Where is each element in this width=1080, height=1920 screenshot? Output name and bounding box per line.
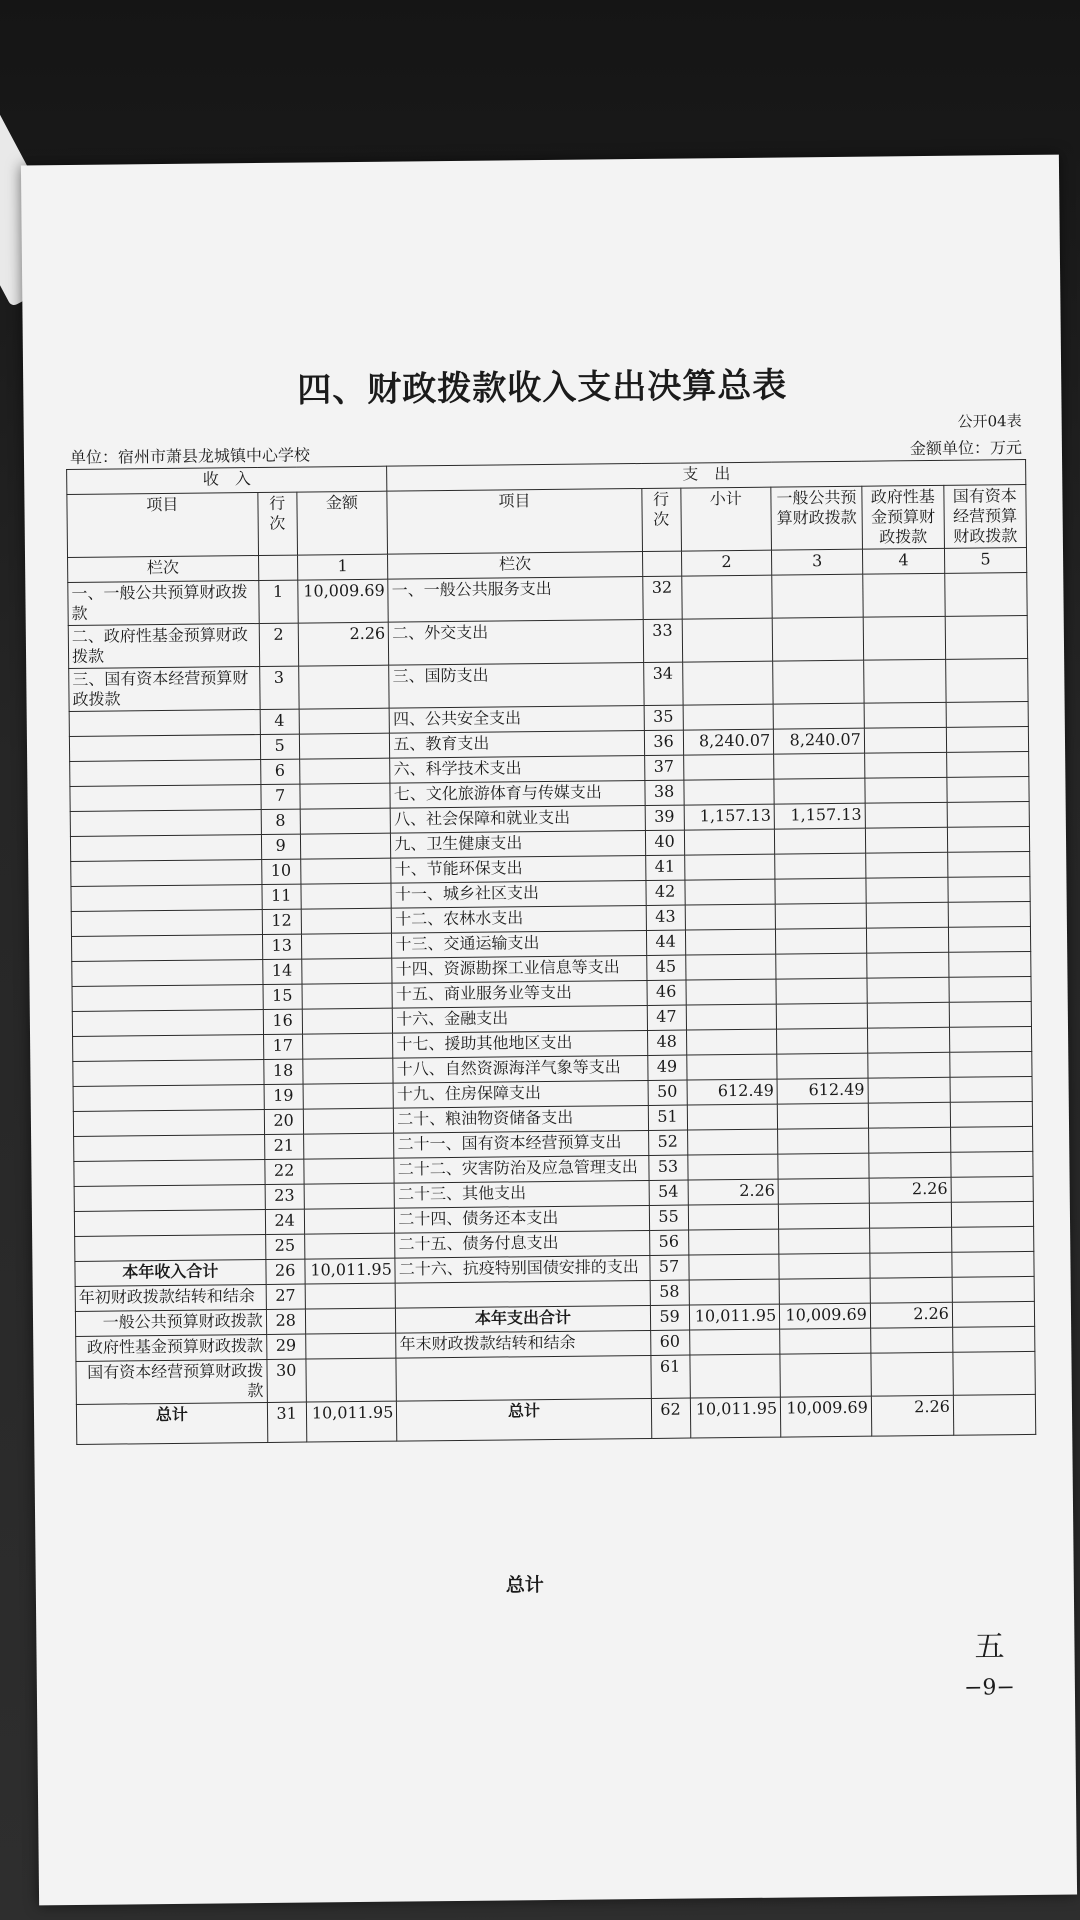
cell-exp-item: 一、一般公共服务支出 bbox=[388, 576, 643, 622]
cell-exp-item: 十八、自然资源海洋气象等支出 bbox=[393, 1055, 648, 1083]
cell-cap bbox=[947, 826, 1029, 852]
cell-inc-item bbox=[75, 1234, 266, 1261]
year-income-row: 26 bbox=[266, 1259, 305, 1284]
cell-gen bbox=[773, 703, 864, 729]
cell-exp-row: 48 bbox=[647, 1030, 686, 1055]
cell-gen: 8,240.07 bbox=[774, 728, 865, 754]
cell-gen: 612.49 bbox=[777, 1078, 868, 1104]
covid-item: 二十六、抗疫特别国债安排的支出 bbox=[395, 1255, 650, 1283]
cell-cap bbox=[951, 1176, 1033, 1202]
cell-cap bbox=[950, 1051, 1032, 1077]
cell-sub bbox=[681, 575, 772, 619]
cell-inc-amt bbox=[299, 733, 390, 759]
page-number: −9− bbox=[963, 1675, 1016, 1701]
cell-fund bbox=[867, 1002, 949, 1028]
cell-gen bbox=[778, 1153, 869, 1179]
col-num-2: 2 bbox=[681, 550, 772, 576]
cell-cap bbox=[946, 726, 1028, 752]
cell-inc-amt bbox=[301, 908, 392, 934]
year-exp-fund: 2.26 bbox=[870, 1302, 952, 1328]
cell-gen bbox=[776, 928, 867, 954]
cell-exp-row: 32 bbox=[642, 576, 681, 619]
cell-exp-item: 二十一、国有资本经营预算支出 bbox=[394, 1130, 649, 1158]
blank-exp-row: 58 bbox=[650, 1280, 689, 1305]
cell-inc-row: 13 bbox=[262, 934, 301, 959]
cell-exp-row: 56 bbox=[649, 1230, 688, 1255]
total-amount: 10,011.95 bbox=[306, 1401, 397, 1442]
begin-row: 27 bbox=[266, 1284, 305, 1309]
cell-fund bbox=[864, 727, 946, 753]
cell-inc-item bbox=[74, 1209, 265, 1236]
cell-inc-item bbox=[71, 909, 262, 936]
cell-sub: 2.26 bbox=[688, 1179, 779, 1205]
cell-sub bbox=[683, 779, 774, 805]
cell-inc-amt bbox=[303, 1158, 394, 1184]
cell-exp-row: 51 bbox=[648, 1105, 687, 1130]
cell-inc-row: 8 bbox=[261, 809, 300, 834]
cell-exp-item: 三、国防支出 bbox=[389, 662, 644, 708]
year-income-amount: 10,011.95 bbox=[305, 1258, 396, 1284]
cell-exp-item: 十二、农林水支出 bbox=[392, 905, 647, 933]
cell-inc-item bbox=[74, 1134, 265, 1161]
cell-exp-item: 二十三、其他支出 bbox=[394, 1180, 649, 1208]
footer-total: 总计 bbox=[505, 1574, 544, 1597]
cell-exp-row: 53 bbox=[648, 1155, 687, 1180]
cell-inc-row: 14 bbox=[262, 959, 301, 984]
cell-inc-row: 24 bbox=[265, 1209, 304, 1234]
cell-cap bbox=[947, 801, 1029, 827]
cell-inc-item bbox=[71, 860, 262, 887]
cell-exp-item: 十九、住房保障支出 bbox=[393, 1080, 648, 1108]
amount-unit-label: 金额单位：万元 bbox=[909, 438, 1023, 459]
cell-exp-item: 十一、城乡社区支出 bbox=[391, 880, 646, 908]
cell-gen bbox=[777, 1053, 868, 1079]
cell-fund bbox=[868, 1077, 950, 1103]
cell-inc-item: 三、国有资本经营预算财政拨款 bbox=[69, 667, 260, 712]
cell-cap bbox=[951, 1151, 1033, 1177]
cell-inc-amt bbox=[303, 1108, 394, 1134]
table-body bbox=[67, 459, 1034, 1261]
header-exp-item: 项目 bbox=[387, 489, 642, 555]
cell-cap bbox=[946, 658, 1029, 702]
cell-inc-row: 1 bbox=[258, 580, 297, 623]
cell-fund bbox=[869, 1202, 951, 1228]
cell-sub bbox=[682, 618, 773, 662]
cell-exp-item: 十六、金融支出 bbox=[393, 1005, 648, 1033]
cell-inc-row: 19 bbox=[264, 1084, 303, 1109]
cell-inc-row: 2 bbox=[259, 623, 298, 666]
cell-inc-row: 23 bbox=[265, 1184, 304, 1209]
cell-fund bbox=[866, 902, 948, 928]
cell-gen bbox=[774, 778, 865, 804]
cell-exp-item: 四、公共安全支出 bbox=[389, 705, 644, 733]
cell-inc-amt: 10,009.69 bbox=[297, 579, 388, 623]
exp-total-fund: 2.26 bbox=[871, 1395, 953, 1436]
header-income-row: 行次 bbox=[258, 492, 298, 555]
cell-exp-row: 42 bbox=[646, 880, 685, 905]
cell-cap bbox=[949, 1026, 1031, 1052]
cell-sub bbox=[684, 829, 775, 855]
cell-sub bbox=[686, 1029, 777, 1055]
cell-gen bbox=[779, 1203, 870, 1229]
cell-sub: 8,240.07 bbox=[683, 729, 774, 755]
general-label: 一般公共预算财政拨款 bbox=[75, 1309, 266, 1336]
cell-cap bbox=[947, 751, 1029, 777]
cell-exp-row: 49 bbox=[647, 1055, 686, 1080]
cell-sub bbox=[686, 1054, 777, 1080]
year-income-label: 本年收入合计 bbox=[75, 1259, 266, 1286]
cell-exp-item: 二十五、债务付息支出 bbox=[395, 1230, 650, 1258]
cell-inc-row: 7 bbox=[261, 784, 300, 809]
cell-inc-item bbox=[72, 959, 263, 986]
cell-fund bbox=[866, 927, 948, 953]
cell-inc-amt bbox=[301, 883, 392, 909]
cell-exp-item: 二十、粮油物资储备支出 bbox=[394, 1105, 649, 1133]
cell-inc-row: 15 bbox=[263, 984, 302, 1009]
cell-exp-row: 45 bbox=[646, 955, 685, 980]
cell-exp-item: 十、节能环保支出 bbox=[391, 855, 646, 883]
end-label: 年末财政拨款结转和结余 bbox=[396, 1330, 651, 1358]
cell-gen bbox=[775, 853, 866, 879]
cell-inc-row: 5 bbox=[260, 734, 299, 759]
cell-inc-item: 二、政府性基金预算财政拨款 bbox=[68, 624, 259, 669]
cell-inc-amt bbox=[304, 1208, 395, 1234]
header-general: 一般公共预算财政拨款 bbox=[771, 486, 862, 550]
cell-inc-item bbox=[71, 934, 262, 961]
col-blank bbox=[258, 555, 297, 580]
cell-inc-row: 9 bbox=[261, 834, 300, 859]
cell-inc-amt bbox=[302, 983, 393, 1009]
cell-fund bbox=[865, 802, 947, 828]
cell-cap bbox=[949, 976, 1031, 1002]
cell-exp-row: 36 bbox=[644, 730, 683, 755]
cell-inc-row: 6 bbox=[260, 759, 299, 784]
cell-fund bbox=[866, 877, 948, 903]
cell-fund bbox=[865, 752, 947, 778]
cell-exp-row: 55 bbox=[649, 1205, 688, 1230]
cell-inc-amt bbox=[302, 1008, 393, 1034]
cell-inc-amt bbox=[299, 708, 390, 734]
cell-gen bbox=[775, 828, 866, 854]
total-row: 31 bbox=[267, 1402, 306, 1442]
cell-inc-row: 16 bbox=[263, 1009, 302, 1034]
cell-exp-item: 五、教育支出 bbox=[390, 730, 645, 758]
cell-fund bbox=[863, 573, 945, 617]
col-blank bbox=[642, 551, 681, 576]
capital-exp-row: 61 bbox=[651, 1355, 690, 1398]
cell-sub bbox=[687, 1104, 778, 1130]
cell-sub bbox=[682, 661, 773, 705]
cell-exp-row: 43 bbox=[646, 905, 685, 930]
cell-inc-amt bbox=[304, 1233, 395, 1259]
cell-exp-item: 二、外交支出 bbox=[389, 619, 644, 665]
cell-exp-row: 40 bbox=[645, 830, 684, 855]
cell-gen: 1,157.13 bbox=[774, 803, 865, 829]
year-exp-row: 59 bbox=[650, 1305, 689, 1330]
header-fund: 政府性基金预算财政拨款 bbox=[862, 485, 945, 549]
cell-sub: 612.49 bbox=[687, 1079, 778, 1105]
cell-cap bbox=[948, 926, 1030, 952]
end-row: 60 bbox=[650, 1330, 689, 1355]
cell-cap bbox=[945, 615, 1028, 659]
cell-fund bbox=[865, 777, 947, 803]
cell-sub: 1,157.13 bbox=[684, 804, 775, 830]
cell-cap bbox=[948, 901, 1030, 927]
cell-inc-amt bbox=[300, 833, 391, 859]
cell-inc-amt: 2.26 bbox=[298, 622, 389, 666]
cell-exp-row: 35 bbox=[644, 705, 683, 730]
cell-exp-row: 38 bbox=[644, 780, 683, 805]
page-mark: 五 bbox=[974, 1629, 1005, 1665]
cell-inc-item bbox=[74, 1184, 265, 1211]
cell-sub bbox=[684, 879, 775, 905]
cell-inc-item bbox=[69, 735, 260, 762]
cell-sub bbox=[685, 929, 776, 955]
cell-exp-row: 46 bbox=[647, 980, 686, 1005]
cell-exp-item: 二十二、灾害防治及应急管理支出 bbox=[394, 1155, 649, 1183]
cell-exp-row: 44 bbox=[646, 930, 685, 955]
cell-gen bbox=[772, 574, 863, 618]
begin-label: 年初财政拨款结转和结余 bbox=[75, 1284, 266, 1311]
cell-fund bbox=[867, 1027, 949, 1053]
cell-cap bbox=[949, 1001, 1031, 1027]
cell-fund bbox=[869, 1152, 951, 1178]
cell-inc-row: 12 bbox=[262, 909, 301, 934]
cell-exp-item: 十七、援助其他地区支出 bbox=[393, 1030, 648, 1058]
cell-inc-item bbox=[69, 710, 260, 737]
cell-gen bbox=[776, 1003, 867, 1029]
cell-fund bbox=[867, 977, 949, 1003]
cell-exp-item: 二十四、债务还本支出 bbox=[395, 1205, 650, 1233]
cell-cap bbox=[947, 776, 1029, 802]
column-header-row bbox=[67, 484, 1027, 557]
col-num-1: 1 bbox=[297, 554, 388, 580]
cell-exp-row: 33 bbox=[643, 619, 682, 662]
page-title: 四、财政拨款收入支出决算总表 bbox=[297, 365, 788, 411]
cell-inc-amt bbox=[302, 1033, 393, 1059]
cell-inc-item bbox=[73, 1109, 264, 1136]
cell-gen bbox=[775, 903, 866, 929]
cell-inc-amt bbox=[299, 758, 390, 784]
cell-gen bbox=[773, 660, 864, 704]
cell-gen bbox=[779, 1228, 870, 1254]
cell-inc-item bbox=[74, 1159, 265, 1186]
fund-row: 29 bbox=[266, 1334, 305, 1359]
col-num-4: 4 bbox=[862, 548, 944, 574]
cell-inc-item: 一、一般公共预算财政拨款 bbox=[68, 581, 259, 626]
cell-sub bbox=[683, 754, 774, 780]
cell-gen bbox=[775, 878, 866, 904]
cell-fund bbox=[868, 1052, 950, 1078]
header-exp-row: 行次 bbox=[641, 488, 681, 551]
cell-sub bbox=[685, 904, 776, 930]
cell-inc-item bbox=[70, 835, 261, 862]
col-label-exp: 栏次 bbox=[388, 551, 643, 579]
cell-exp-row: 47 bbox=[647, 1005, 686, 1030]
header-capital: 国有资本经营预算财政拨款 bbox=[944, 484, 1027, 548]
capital-row: 30 bbox=[267, 1359, 306, 1402]
covid-row: 57 bbox=[649, 1255, 688, 1280]
cell-gen bbox=[772, 617, 863, 661]
cell-exp-item: 八、社会保障和就业支出 bbox=[390, 805, 645, 833]
col-num-3: 3 bbox=[772, 549, 863, 575]
cell-exp-item: 七、文化旅游体育与传媒支出 bbox=[390, 780, 645, 808]
unit-label: 单位：宿州市萧县龙城镇中心学校 bbox=[69, 445, 311, 467]
year-exp-general: 10,009.69 bbox=[780, 1303, 871, 1329]
cell-gen bbox=[776, 953, 867, 979]
cell-sub bbox=[683, 704, 774, 730]
cell-inc-row: 25 bbox=[265, 1234, 304, 1259]
cell-inc-amt bbox=[300, 858, 391, 884]
cell-inc-row: 3 bbox=[259, 666, 298, 709]
col-num-5: 5 bbox=[944, 547, 1026, 573]
cell-inc-row: 17 bbox=[263, 1034, 302, 1059]
cell-inc-amt bbox=[302, 1058, 393, 1084]
header-income-amount: 金额 bbox=[297, 491, 388, 555]
cell-sub bbox=[688, 1204, 779, 1230]
header-income-item: 项目 bbox=[67, 493, 258, 558]
cell-inc-amt bbox=[300, 783, 391, 809]
cell-inc-item bbox=[71, 885, 262, 912]
cell-sub bbox=[686, 1004, 777, 1030]
cell-inc-amt bbox=[304, 1183, 395, 1209]
cell-fund: 2.26 bbox=[869, 1177, 951, 1203]
cell-cap bbox=[951, 1226, 1033, 1252]
cell-gen bbox=[774, 753, 865, 779]
section-income: 收 入 bbox=[67, 466, 388, 494]
cell-inc-row: 22 bbox=[265, 1159, 304, 1184]
header-subtotal: 小计 bbox=[680, 487, 771, 551]
cell-inc-item bbox=[73, 1034, 264, 1061]
cell-sub bbox=[685, 954, 776, 980]
cell-inc-amt bbox=[301, 958, 392, 984]
cell-cap bbox=[948, 876, 1030, 902]
general-row: 28 bbox=[266, 1309, 305, 1334]
cell-cap bbox=[946, 701, 1028, 727]
total-label: 总计 bbox=[76, 1402, 267, 1444]
cell-inc-item bbox=[70, 785, 261, 812]
finance-table bbox=[66, 459, 1036, 1445]
cell-exp-row: 41 bbox=[645, 855, 684, 880]
exp-total-row: 62 bbox=[651, 1398, 690, 1438]
year-exp-subtotal: 10,011.95 bbox=[689, 1304, 780, 1330]
cell-cap bbox=[950, 1126, 1032, 1152]
year-exp-label: 本年支出合计 bbox=[396, 1305, 651, 1333]
cell-fund bbox=[868, 1102, 950, 1128]
cell-fund bbox=[864, 702, 946, 728]
cell-cap bbox=[950, 1076, 1032, 1102]
cell-exp-item: 十五、商业服务业等支出 bbox=[392, 980, 647, 1008]
cell-fund bbox=[864, 659, 946, 703]
cell-sub bbox=[688, 1229, 779, 1255]
cell-gen bbox=[778, 1178, 869, 1204]
capital-label: 国有资本经营预算财政拨款 bbox=[76, 1359, 267, 1404]
cell-inc-amt bbox=[301, 933, 392, 959]
exp-total-subtotal: 10,011.95 bbox=[690, 1397, 781, 1438]
cell-inc-item bbox=[72, 1009, 263, 1036]
cell-exp-item: 十四、资源勘探工业信息等支出 bbox=[392, 955, 647, 983]
cell-fund bbox=[867, 952, 949, 978]
cell-inc-row: 11 bbox=[262, 884, 301, 909]
cell-gen bbox=[778, 1128, 869, 1154]
cell-exp-item: 六、科学技术支出 bbox=[390, 755, 645, 783]
cell-inc-item bbox=[73, 1059, 264, 1086]
cell-inc-item bbox=[72, 984, 263, 1011]
summary-body bbox=[75, 1251, 1036, 1444]
cell-inc-item bbox=[70, 760, 261, 787]
cell-sub bbox=[687, 1154, 778, 1180]
cell-sub bbox=[684, 854, 775, 880]
cell-inc-amt bbox=[300, 808, 391, 834]
form-code: 公开04表 bbox=[957, 412, 1022, 431]
cell-sub bbox=[687, 1129, 778, 1155]
cell-inc-row: 10 bbox=[261, 859, 300, 884]
cell-exp-row: 52 bbox=[648, 1130, 687, 1155]
cell-exp-row: 39 bbox=[645, 805, 684, 830]
exp-total-label: 总计 bbox=[397, 1398, 652, 1441]
cell-fund bbox=[868, 1127, 950, 1153]
cell-inc-item bbox=[73, 1084, 264, 1111]
cell-cap bbox=[951, 1201, 1033, 1227]
cell-inc-item bbox=[70, 810, 261, 837]
document-page bbox=[21, 155, 1077, 1906]
cell-inc-row: 20 bbox=[264, 1109, 303, 1134]
section-expense: 支 出 bbox=[387, 459, 1026, 491]
exp-total-general: 10,009.69 bbox=[781, 1396, 872, 1437]
cell-inc-row: 21 bbox=[264, 1134, 303, 1159]
cell-gen bbox=[778, 1103, 869, 1129]
cell-cap bbox=[949, 951, 1031, 977]
cell-inc-row: 4 bbox=[260, 709, 299, 734]
cell-fund bbox=[863, 616, 945, 660]
cell-fund bbox=[866, 852, 948, 878]
cell-gen bbox=[776, 978, 867, 1004]
cell-cap bbox=[945, 572, 1028, 616]
cell-inc-amt bbox=[303, 1133, 394, 1159]
cell-fund bbox=[865, 827, 947, 853]
cell-cap bbox=[948, 851, 1030, 877]
cell-inc-amt bbox=[303, 1083, 394, 1109]
col-label-income: 栏次 bbox=[68, 556, 259, 583]
cell-exp-row: 54 bbox=[649, 1180, 688, 1205]
cell-exp-item: 十三、交通运输支出 bbox=[392, 930, 647, 958]
cell-cap bbox=[950, 1101, 1032, 1127]
cell-exp-row: 37 bbox=[644, 755, 683, 780]
cell-exp-row: 50 bbox=[648, 1080, 687, 1105]
cell-exp-item: 九、卫生健康支出 bbox=[391, 830, 646, 858]
fund-label: 政府性基金预算财政拨款 bbox=[76, 1334, 267, 1361]
cell-exp-row: 34 bbox=[643, 662, 682, 705]
cell-inc-row: 18 bbox=[263, 1059, 302, 1084]
cell-inc-amt bbox=[298, 665, 389, 709]
cell-fund bbox=[869, 1227, 951, 1253]
cell-sub bbox=[686, 979, 777, 1005]
cell-gen bbox=[777, 1028, 868, 1054]
